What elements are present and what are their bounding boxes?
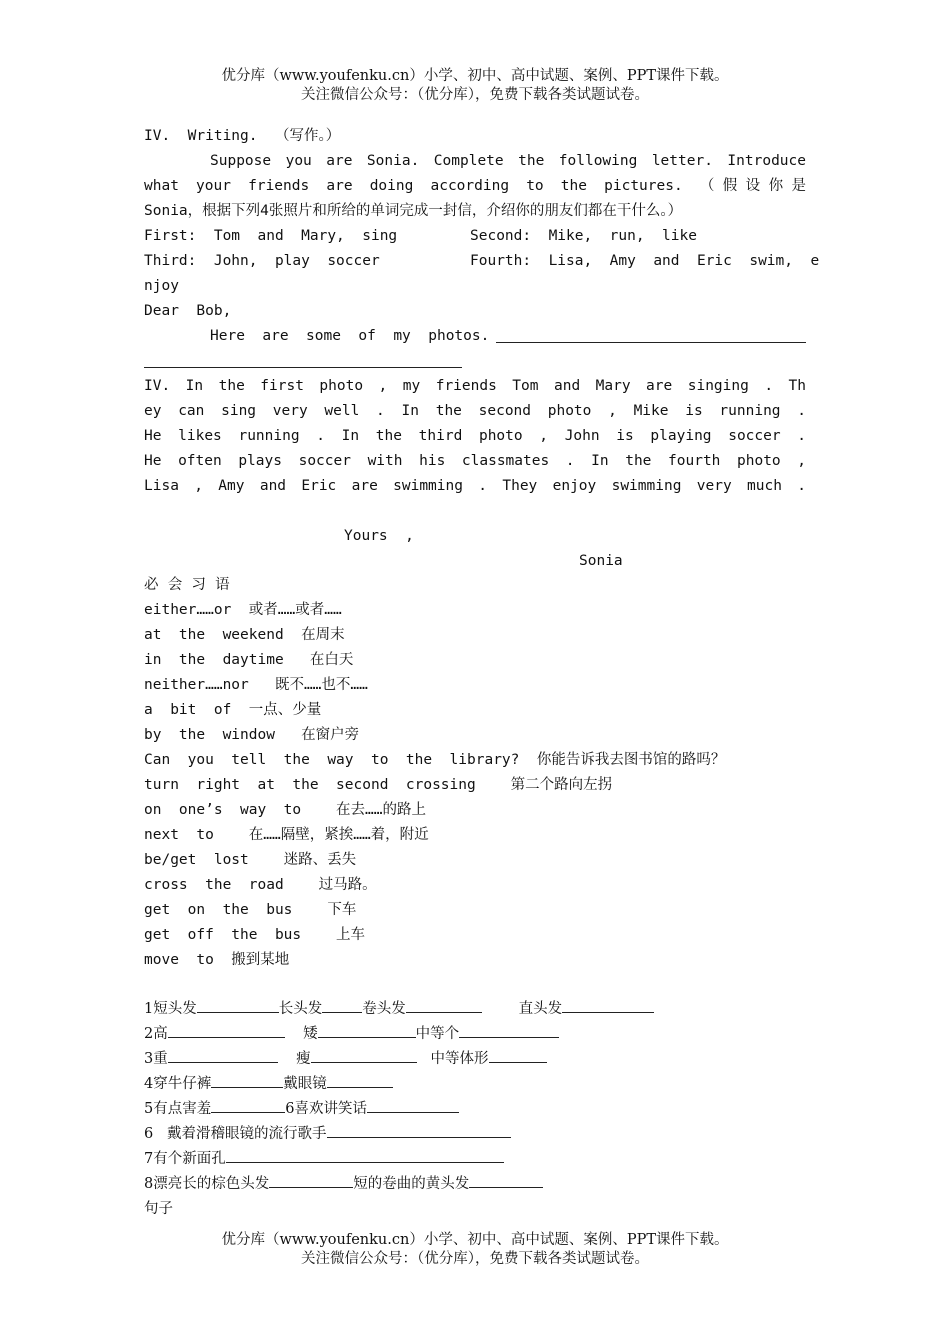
phrase-item: turn right at the second crossing 第二个路向左拐: [144, 777, 613, 793]
answer-line-1: IV. In the first photo , my friends Tom and Mary are singing . Th: [144, 378, 806, 394]
q5-shy: 5有点害羞: [144, 1101, 212, 1117]
letter-blank-2[interactable]: [144, 353, 462, 368]
letter-signature: Sonia: [579, 553, 623, 569]
q8-short-curly-blond: 短的卷曲的黄头发: [353, 1176, 470, 1192]
phrase-item: on one’s way to 在去……的路上: [144, 802, 427, 818]
answer-line-4: He often plays soccer with his classmates . In the fourth photo ,: [144, 453, 806, 469]
q2-blank-a[interactable]: [168, 1023, 285, 1038]
letter-blank-1[interactable]: [496, 328, 806, 343]
phrase-item: in the daytime 在白天: [144, 652, 354, 668]
phrase-item: cross the road 过马路。: [144, 877, 377, 893]
q3-blank-a[interactable]: [168, 1048, 278, 1063]
phrase-item: at the weekend 在周末: [144, 627, 345, 643]
q3-heavy: 3重: [144, 1051, 168, 1067]
clue-fourth: Fourth: Lisa, Amy and Eric swim, e: [470, 253, 820, 269]
q1-blank-d[interactable]: [562, 998, 654, 1013]
site-header-line2: 关注微信公众号：（优分库），免费下载各类试题试卷。: [301, 87, 649, 103]
exercise-q5: [144, 1097, 459, 1122]
q1-short-hair: 1短头发: [144, 1001, 197, 1017]
q5-blank-a[interactable]: [211, 1098, 285, 1113]
phrase-item: either……or 或者……或者……: [144, 602, 342, 618]
site-footer-line2: 关注微信公众号：（优分库），免费下载各类试题试卷。: [301, 1251, 649, 1267]
phrase-item: next to 在……隔壁，紧挨……着，附近: [144, 827, 429, 843]
answer-line-2: ey can sing very well . In the second photo , Mike is running .: [144, 403, 806, 419]
phrase-item: get off the bus 上车: [144, 927, 366, 943]
q4-blank-b[interactable]: [327, 1073, 393, 1088]
phrase-item: a bit of 一点、少量: [144, 702, 322, 718]
answer-line-5: Lisa , Amy and Eric are swimming . They enjoy swimming very much .: [144, 478, 806, 494]
answer-line-3: He likes running . In the third photo , John is playing soccer .: [144, 428, 806, 444]
q2-tall: 2高: [144, 1026, 168, 1042]
exercise-q7: [144, 1147, 504, 1172]
q2-medium-height: 中等个: [415, 1026, 460, 1042]
q1-blank-a[interactable]: [197, 998, 279, 1013]
q8-blank-a[interactable]: [269, 1173, 353, 1188]
letter-opening: Here are some of my photos.: [210, 328, 490, 344]
q3-blank-b[interactable]: [311, 1048, 417, 1063]
q6-pop-singer: 6 戴着滑稽眼镜的流行歌手: [144, 1126, 327, 1142]
q6-jokes: 6喜欢讲笑话: [285, 1101, 367, 1117]
phrase-item: Can you tell the way to the library? 你能告诉我去图书馆的路吗？: [144, 752, 726, 768]
writing-instruction-3: Sonia，根据下列4张照片和所给的单词完成一封信，介绍你的朋友们都在干什么。）: [144, 203, 683, 219]
exercise-q4: [144, 1072, 393, 1097]
q5-blank-b[interactable]: [367, 1098, 459, 1113]
q1-curly-hair: 卷头发: [362, 1001, 406, 1017]
clue-fourth-cont: njoy: [144, 278, 179, 294]
writing-instruction-1: Suppose you are Sonia. Complete the following letter. Introduce: [210, 153, 806, 169]
site-footer-line1: 优分库（www.youfenku.cn）小学、初中、高中试题、案例、PPT课件下载。: [221, 1232, 729, 1248]
exercise-q2: [144, 1022, 559, 1047]
q3-thin: 瘦: [296, 1051, 311, 1067]
clue-second: Second: Mike, run, like: [470, 228, 697, 244]
phrase-item: neither……nor 既不……也不……: [144, 677, 368, 693]
clue-third: Third: John, play soccer: [144, 253, 380, 269]
q2-short: 矮: [303, 1026, 318, 1042]
writing-title: IV. Writing. （写作。）: [144, 128, 341, 144]
q1-straight-hair: 直头发: [518, 1001, 563, 1017]
phrase-item: be/get lost 迷路、丢失: [144, 852, 357, 868]
phrase-item: get on the bus 下车: [144, 902, 357, 918]
phrase-item: move to 搬到某地: [144, 952, 290, 968]
writing-instruction-2: what your friends are doing according to the pictures. （假设你是: [144, 178, 806, 194]
clue-first: First: Tom and Mary, sing: [144, 228, 398, 244]
exercise-q8: [144, 1172, 543, 1197]
exercise-q1: [144, 997, 654, 1022]
q8-long-brown-hair: 8漂亮长的棕色头发: [144, 1176, 270, 1192]
q4-jeans: 4穿牛仔裤: [144, 1076, 212, 1092]
site-header-line1: 优分库（www.youfenku.cn）小学、初中、高中试题、案例、PPT课件下载。: [221, 68, 729, 84]
q2-blank-c[interactable]: [459, 1023, 559, 1038]
phrase-item: by the window 在窗户旁: [144, 727, 360, 743]
exercise-q6: [144, 1122, 511, 1147]
q7-blank[interactable]: [226, 1148, 504, 1163]
q6-blank[interactable]: [327, 1123, 511, 1138]
q8-blank-b[interactable]: [469, 1173, 543, 1188]
q1-long-hair: 长头发: [278, 1001, 323, 1017]
q1-blank-b[interactable]: [322, 998, 362, 1013]
phrases-title: 必 会 习 语: [144, 577, 230, 593]
letter-greeting: Dear Bob,: [144, 303, 232, 319]
q4-blank-a[interactable]: [211, 1073, 283, 1088]
q3-medium-build: 中等体形: [430, 1051, 489, 1067]
q1-blank-c[interactable]: [406, 998, 482, 1013]
exercise-q3: [144, 1047, 547, 1072]
q3-blank-c[interactable]: [489, 1048, 547, 1063]
q2-blank-b[interactable]: [318, 1023, 416, 1038]
q4-glasses: 戴眼镜: [283, 1076, 327, 1092]
q7-new-face: 7有个新面孔: [144, 1151, 226, 1167]
letter-closing: Yours ,: [344, 528, 414, 544]
sentence-heading: 句子: [144, 1201, 173, 1217]
